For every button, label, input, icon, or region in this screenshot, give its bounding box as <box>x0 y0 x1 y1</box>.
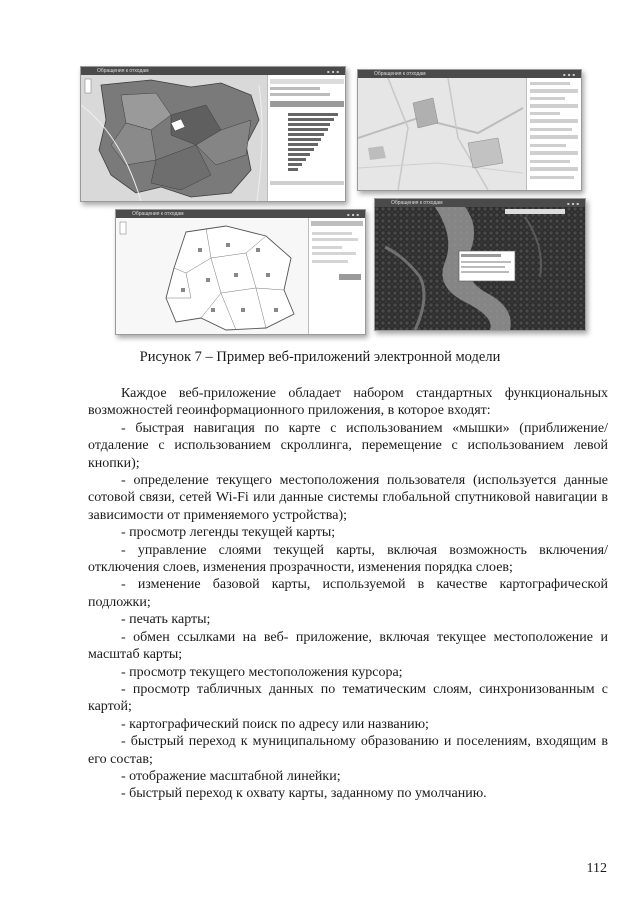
list-item: - просмотр легенды текущей карты; <box>121 525 336 541</box>
screenshot-satellite-map <box>374 198 586 331</box>
figure-caption: Рисунок 7 – Пример веб-приложений электронной модели <box>139 349 501 365</box>
list-item: - быстрый переход к муниципальному образованию и поселениям, входящим в его состав; <box>88 734 608 767</box>
layer-panel <box>526 78 582 190</box>
list-item: - отображение масштабной линейки; <box>121 768 341 784</box>
app-title: Обращения к отходам <box>97 68 149 74</box>
body-text <box>88 385 608 803</box>
list-item: - просмотр табличных данных по тематическим слоям, синхронизованным с картой; <box>88 681 608 715</box>
satellite-map <box>375 207 585 330</box>
list-item: - обмен ссылками на веб- приложение, включая текущее местоположение и масштаб карты; <box>88 629 608 663</box>
toolbar-icons: ▪▪▪ <box>566 201 581 206</box>
app-titlebar <box>358 70 581 78</box>
list-item: - управление слоями текущей карты, включая возможность включения/отключения слоев, изменения прозрачности, изменения порядка слоев; <box>88 542 608 576</box>
paragraph-intro: Каждое веб-приложение обладает набором стандартных функциональных возможностей геоинформационного приложения, в которое входят: <box>88 386 608 419</box>
toolbar-icons: ▪▪▪ <box>326 69 341 74</box>
toolbar-icons: ▪▪▪ <box>346 212 361 217</box>
list-item: - определение текущего местоположения пользователя (используется данные сотовой связи, сетей Wi-Fi или данные системы глобальной спутниковой навигации в зависимости от применяемого устройства); <box>88 473 608 523</box>
figure <box>0 0 640 340</box>
screenshot-street-map <box>357 69 582 191</box>
page-number: 112 <box>586 861 607 876</box>
app-titlebar <box>116 210 365 218</box>
popup-thumbnail <box>309 218 366 334</box>
list-item: - просмотр текущего местоположения курсора; <box>121 664 403 680</box>
app-title: Обращения к отходам <box>374 71 426 77</box>
screenshot-districts-map <box>115 209 366 335</box>
form-thumbnail <box>527 78 582 190</box>
app-titlebar <box>81 67 345 75</box>
list-item: - быстрый переход к охвату карты, заданному по умолчанию. <box>121 786 487 802</box>
chart-panel <box>267 75 346 201</box>
list-item: - быстрая навигация по карте с использованием «мышки» (приближение/отдаление с использованием скроллинга, перемещение с использованием левой кнопки); <box>88 420 608 471</box>
screenshot-choropleth-map <box>80 66 346 202</box>
list-item: - изменение базовой карты, используемой в качестве картографической подложки; <box>88 577 608 610</box>
list-item: - печать карты; <box>121 612 211 628</box>
bar-chart-thumbnail <box>268 75 346 201</box>
app-title: Обращения к отходам <box>132 211 184 217</box>
popup-panel <box>308 218 366 334</box>
toolbar-icons: ▪▪▪ <box>562 72 577 77</box>
app-title: Обращения к отходам <box>391 200 443 206</box>
app-titlebar <box>375 199 585 207</box>
list-item: - картографический поиск по адресу или названию; <box>121 716 429 732</box>
